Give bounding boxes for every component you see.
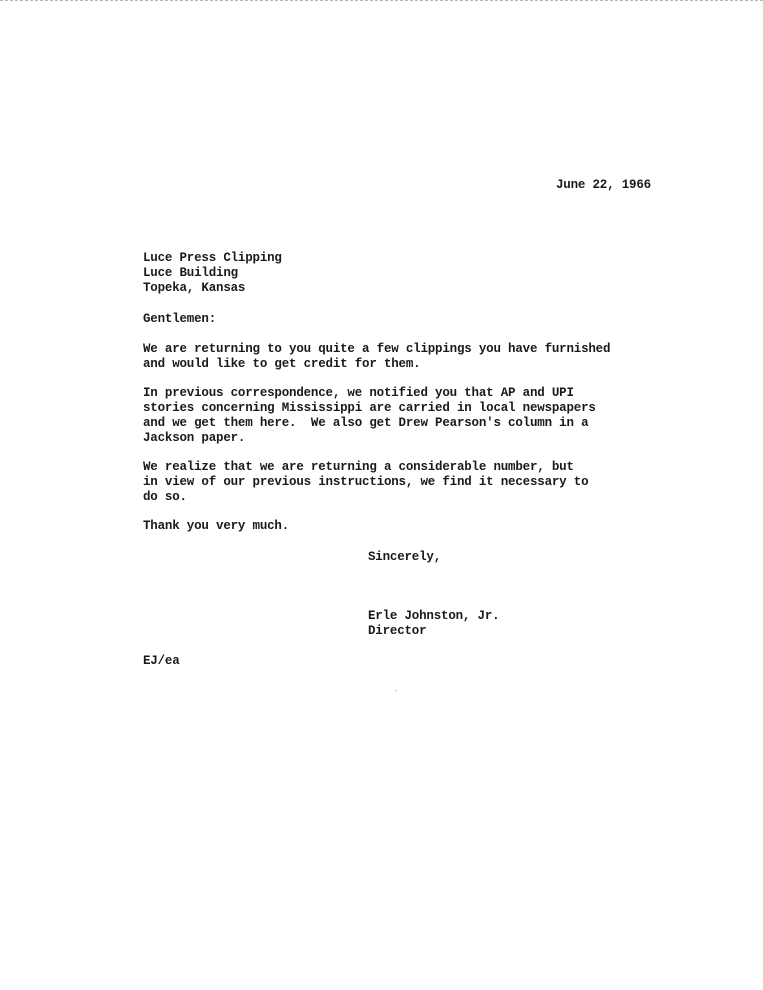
paragraph-line: in view of our previous instructions, we find it necessary to	[143, 475, 589, 489]
signature-block	[368, 609, 499, 639]
paper-speck	[395, 690, 397, 691]
recipient-line: Topeka, Kansas	[143, 281, 246, 295]
body-paragraph	[143, 519, 643, 534]
recipient-line: Luce Building	[143, 266, 238, 280]
recipient-address	[143, 251, 282, 296]
salutation: Gentlemen:	[143, 312, 217, 326]
signer-title: Director	[368, 624, 427, 638]
complimentary-close: Sincerely,	[368, 550, 442, 564]
paragraph-line: stories concerning Mississippi are carried in local newspapers	[143, 401, 596, 415]
body-paragraph	[143, 342, 643, 372]
paragraph-line: Jackson paper.	[143, 431, 246, 445]
paragraph-line: We are returning to you quite a few clippings you have furnished	[143, 342, 611, 356]
paragraph-line: do so.	[143, 490, 187, 504]
paragraph-line: In previous correspondence, we notified you that AP and UPI	[143, 386, 574, 400]
body-paragraph	[143, 460, 643, 505]
paragraph-line: Thank you very much.	[143, 519, 290, 533]
paragraph-line: We realize that we are returning a considerable number, but	[143, 460, 574, 474]
letter-date: June 22, 1966	[556, 178, 651, 192]
signer-name: Erle Johnston, Jr.	[368, 609, 500, 623]
paragraph-line: and we get them here. We also get Drew Pearson's column in a	[143, 416, 589, 430]
recipient-line: Luce Press Clipping	[143, 251, 282, 265]
paragraph-line: and would like to get credit for them.	[143, 357, 421, 371]
body-paragraph	[143, 386, 643, 446]
reference-initials: EJ/ea	[143, 654, 180, 668]
